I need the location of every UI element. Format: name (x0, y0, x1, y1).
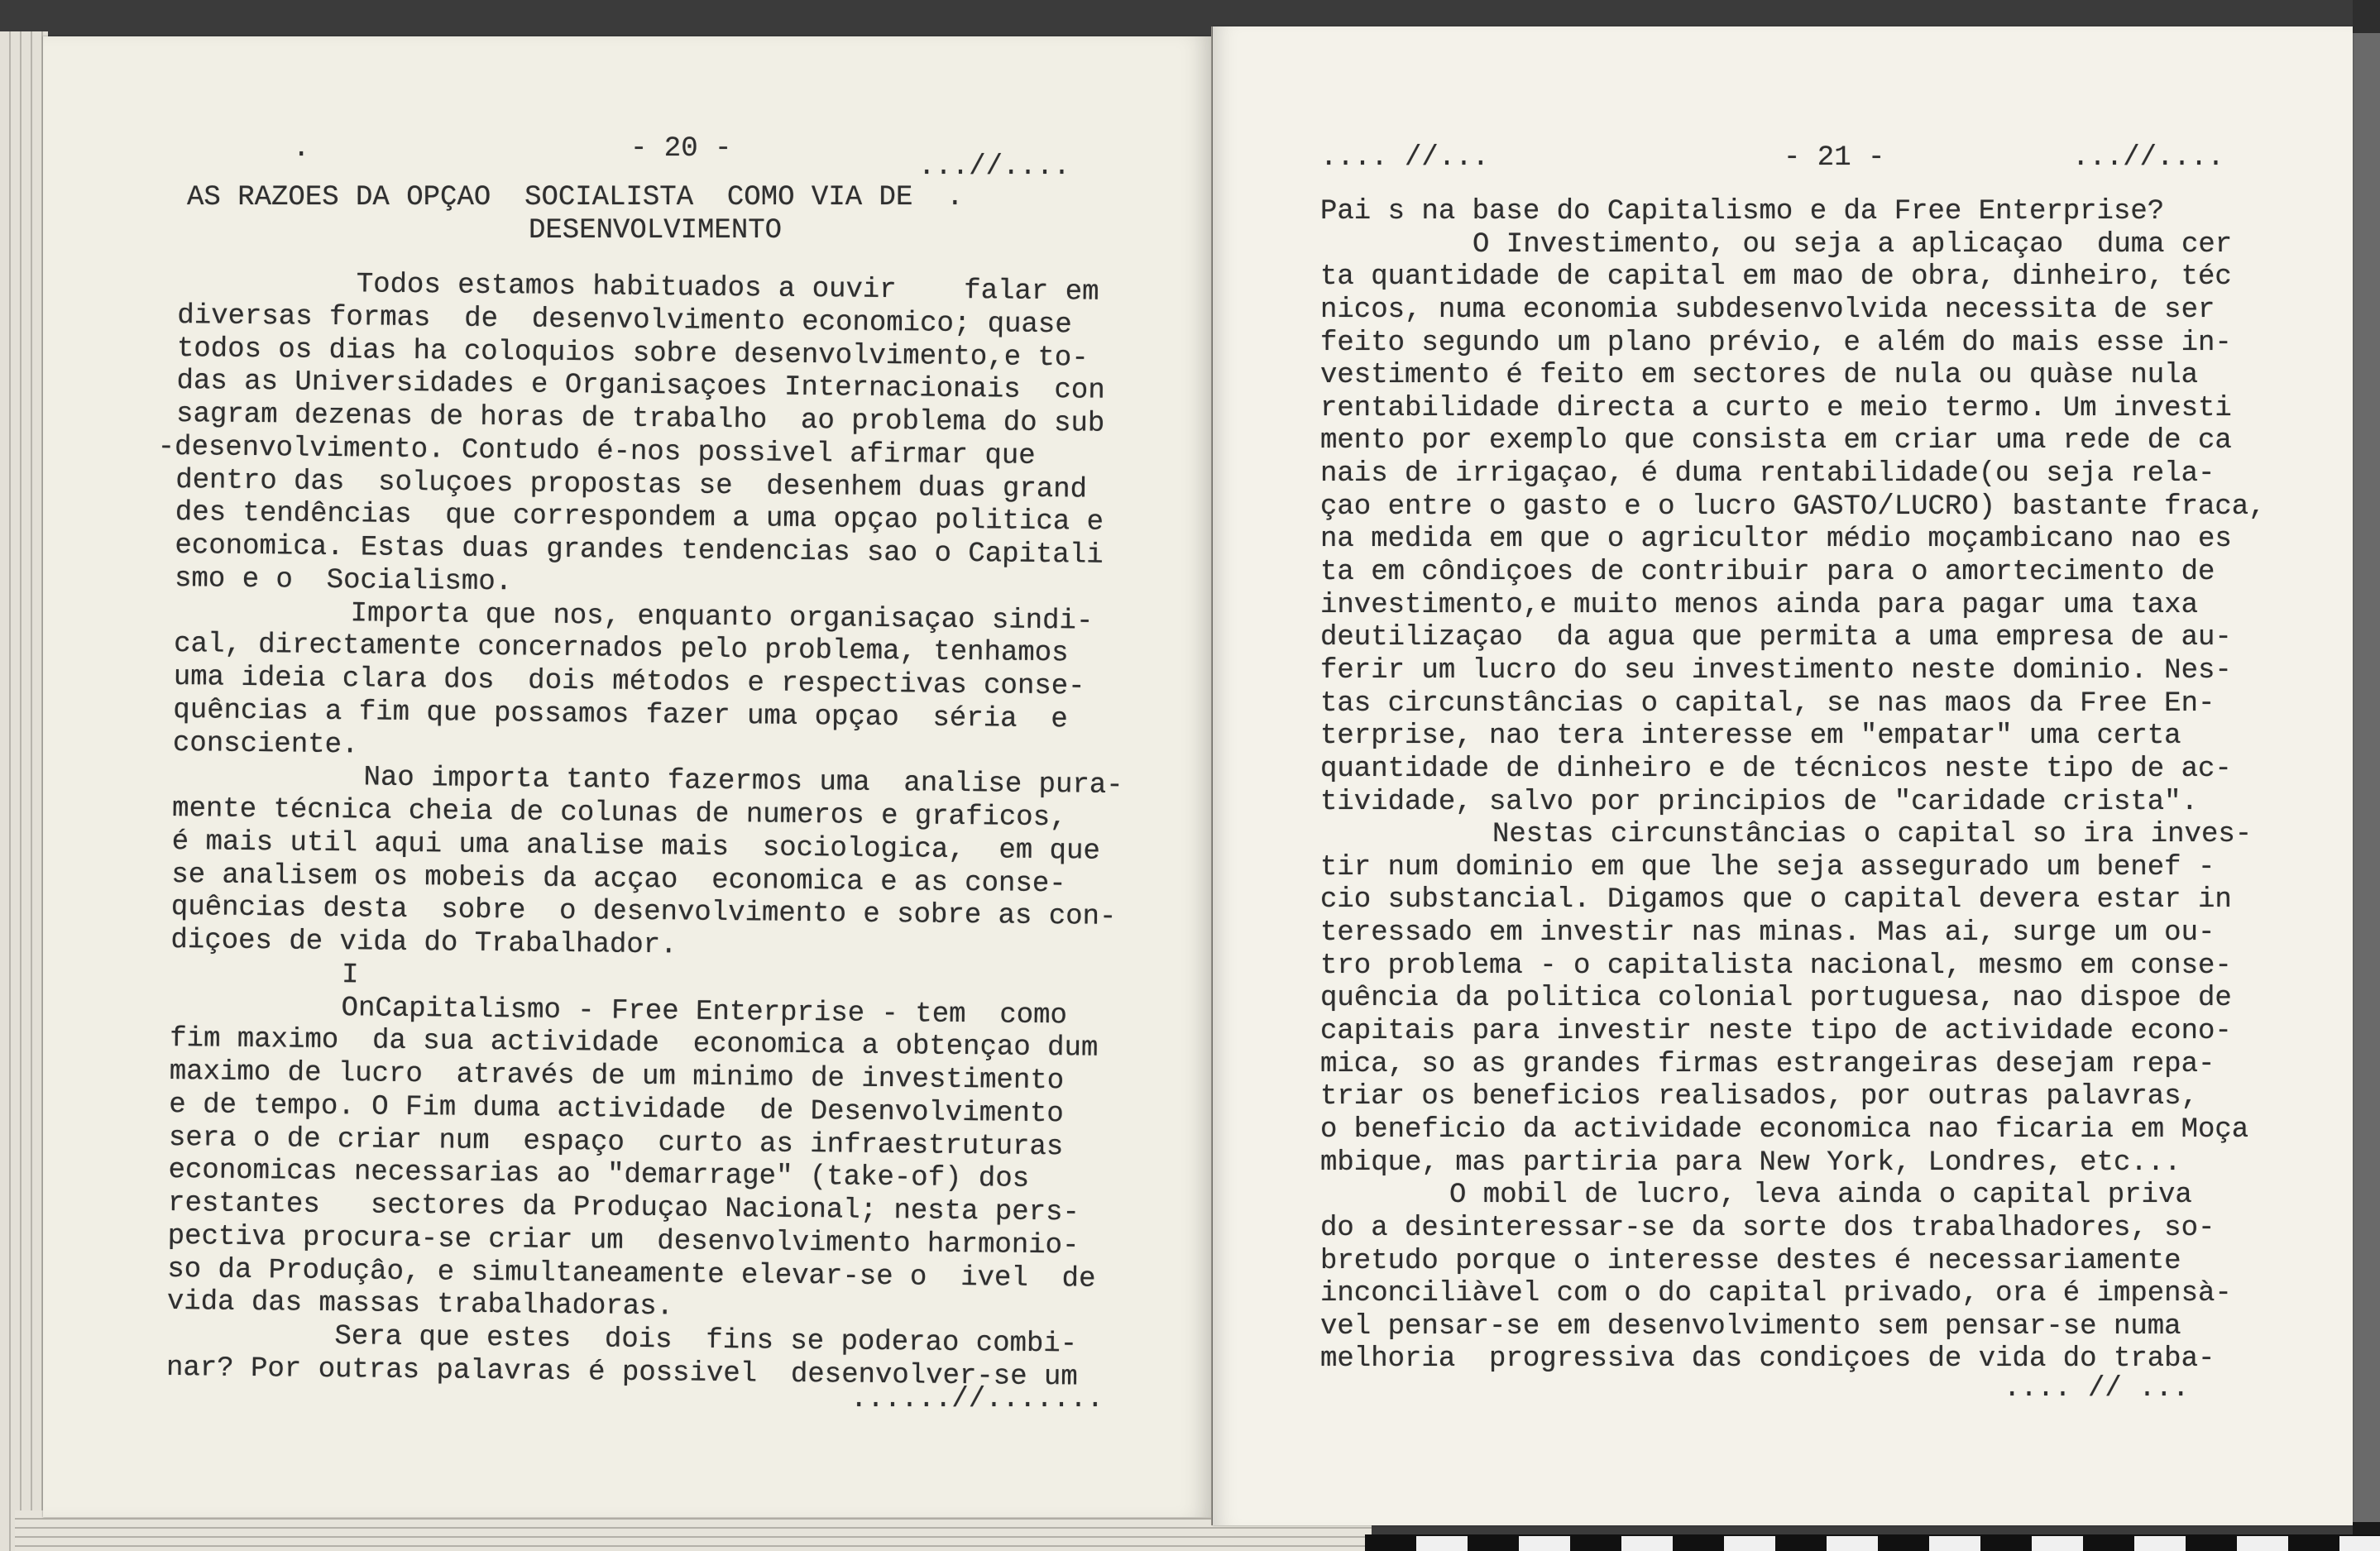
text-line: tir num dominio em que lhe seja assegurado um benef - (1320, 851, 2215, 883)
page-footer: .... // ... (2004, 1373, 2190, 1405)
text-line: nar? Por outras palavras é possivel desenvolver-se um (165, 1352, 1078, 1394)
text-line: tas circunstâncias o capital, se nas maos da Free En- (1320, 687, 2215, 720)
header-mark: . (293, 133, 310, 165)
text-line: quências a fim que possamos fazer uma opçao séria e (173, 694, 1068, 736)
continuation-mark: ...//.... (918, 151, 1070, 183)
text-line: é mais util aqui uma analise mais sociologica, em que (171, 826, 1101, 868)
left-page (43, 36, 1214, 1517)
text-line: O Investimento, ou seja a aplicaçao duma cer (1473, 228, 2233, 261)
right-page-body (1320, 196, 2266, 1376)
text-line: tividade, salvo por principios de "caridade crista". (1320, 786, 2198, 818)
scan-background-edge (2353, 0, 2380, 1551)
text-line: nais de irrigaçao, é duma rentabilidade(ou seja rela- (1320, 458, 2215, 491)
page-footer: ......//....... (850, 1384, 1104, 1415)
text-line: Importa que nos, enquanto organisaçao sindi- (350, 597, 1094, 638)
text-line: do a desinteressar-se da sorte dos trabalhadores, so- (1320, 1212, 2215, 1244)
text-line: fim maximo da sua actividade economica a obtençao dum (170, 1023, 1099, 1065)
text-line: diversas formas de desenvolvimento economico; quase (177, 299, 1072, 342)
text-line: das as Universidades e Organisaçoes Internacionais con (176, 366, 1105, 407)
text-line: des tendências que correspondem a uma opçao politica e (175, 497, 1104, 539)
page-number: - 20 - (630, 133, 732, 165)
text-line: terprise, nao tera interesse em "empatar" uma certa (1320, 720, 2181, 753)
text-line: deutilizaçao da agua que permita a uma empresa de au- (1320, 622, 2232, 654)
text-line: todos os dias ha coloquios sobre desenvolvimento,e to- (176, 333, 1089, 375)
text-line: diçoes de vida do Trabalhador. (170, 924, 678, 962)
section-numeral: I (341, 959, 359, 992)
text-line: vestimento é feito em sectores de nula ou quàse nula (1320, 360, 2198, 392)
text-line: ferir um lucro do seu investimento neste dominio. Nes- (1320, 654, 2232, 687)
text-line: Pai s na base do Capitalismo e da Free Enterprise? (1320, 196, 2165, 227)
text-line: vel pensar-se em desenvolvimento sem pensar-se numa (1320, 1310, 2181, 1343)
text-line: quência da politica colonial portuguesa, nao dispoe de (1320, 983, 2232, 1015)
text-line: teressado em investir nas minas. Mas ai, surge um ou- (1320, 917, 2215, 950)
text-line: inconciliàvel com o do capital privado, ora é impensà- (1320, 1278, 2232, 1310)
text-line: vida das massas trabalhadoras. (166, 1286, 674, 1324)
text-line: o beneficio da actividade economica nao ficaria em Moça (1320, 1113, 2249, 1146)
text-line: consciente. (172, 727, 359, 761)
text-line: ta quantidade de capital em mao de obra, dinheiro, téc (1320, 261, 2232, 294)
text-line: melhoria progressiva das condiçoes de vida do traba- (1320, 1343, 2215, 1376)
right-page (1213, 26, 2353, 1525)
text-line: uma ideia clara dos dois métodos e respectivas conse- (173, 661, 1085, 703)
text-line: feito segundo um plano prévio, e além do mais esse in- (1320, 327, 2232, 359)
text-line: economica. Estas duas grandes tendencias sao o Capitali (175, 529, 1104, 572)
text-line: rentabilidade directa a curto e meio termo. Um investi (1320, 392, 2232, 424)
text-line: na medida em que o agricultor médio moçambicano nao es (1320, 524, 2232, 556)
text-line: maximo de lucro através de um minimo de investimento (169, 1056, 1065, 1098)
text-line: Sera que estes dois fins se poderao combi- (334, 1321, 1078, 1361)
text-line: nicos, numa economia subdesenvolvida necessita de ser (1320, 294, 2215, 326)
text-line: O mobil de lucro, leva ainda o capital priva (1449, 1180, 2192, 1212)
text-line: dentro das soluçoes propostas se desenhem duas grand (175, 464, 1088, 506)
text-line: smo e o Socialismo. (174, 562, 513, 599)
text-line: çao entre o gasto e o lucro GASTO/LUCRO) bastante fraca, (1320, 491, 2266, 523)
text-line: cio substancial. Digamos que o capital devera estar in (1320, 884, 2232, 917)
document-title-line-2: DESENVOLVIMENTO (529, 215, 783, 247)
page-number: - 21 - (1784, 142, 1885, 174)
text-line: triar os beneficios realisados, por outras palavras, (1320, 1081, 2198, 1113)
continuation-mark: .... //... (1320, 142, 1490, 174)
text-line: bretudo porque o interesse destes é necessariamente (1320, 1245, 2181, 1277)
text-line: OnCapitalismo - Free Enterprise - tem como (341, 992, 1068, 1032)
text-line: economicas necessarias ao "demarrage" (take-of) dos (168, 1155, 1030, 1196)
text-line: restantes sectores da Produçao Nacional; nesta pers- (167, 1187, 1080, 1229)
text-line: capitais para investir neste tipo de actividade econo- (1320, 1016, 2232, 1048)
scale-ruler (1365, 1534, 2380, 1551)
text-line: cal, directamente concernados pelo problema, tenhamos (174, 629, 1069, 670)
text-line: ta em côndiçoes de contribuir para o amortecimento de (1320, 557, 2215, 589)
text-line: sagram dezenas de horas de trabalho ao problema do sub (175, 398, 1105, 440)
continuation-mark: ...//.... (2072, 142, 2224, 174)
text-line: se analisem os mobeis da acçao economica e as conse- (171, 859, 1066, 900)
text-line: -desenvolvimento. Contudo é-nos possivel afirmar que (157, 431, 1036, 472)
text-line: tro problema - o capitalista nacional, mesmo em conse- (1320, 950, 2232, 982)
text-line: mento por exemplo que consista em criar uma rede de ca (1320, 425, 2232, 457)
text-line: quantidade de dinheiro e de técnicos neste tipo de ac- (1320, 753, 2232, 785)
text-line: Nao importa tanto fazermos uma analise pura- (363, 762, 1123, 802)
document-title-line-1: AS RAZOES DA OPÇAO SOCIALISTA COMO VIA DE . (187, 182, 964, 213)
text-line: pectiva procura-se criar um desenvolvimento harmonio- (167, 1220, 1080, 1262)
text-line: Todos estamos habituados a ouvir falar em (356, 269, 1099, 309)
text-line: investimento,e muito menos ainda para pagar uma taxa (1320, 589, 2198, 621)
text-line: Nestas circunstâncias o capital so ira inves- (1492, 819, 2253, 851)
stacked-page-edges-left (0, 31, 48, 1551)
text-line: e de tempo. O Fim duma actividade de Desenvolvimento (169, 1089, 1064, 1131)
left-page-body (157, 267, 1128, 1395)
text-line: mente técnica cheia de colunas de numeros e graficos, (171, 792, 1067, 835)
text-line: sera o de criar num espaço curto as infraestruturas (168, 1122, 1064, 1163)
text-line: so da Produçâo, e simultaneamente elevar-se o ivel de (167, 1253, 1096, 1295)
text-line: mbique, mas partiria para New York, Londres, etc... (1320, 1146, 2181, 1179)
text-line: quências desta sobre o desenvolvimento e sobre as con- (170, 892, 1117, 934)
text-line: mica, so as grandes firmas estrangeiras desejam repa- (1320, 1048, 2215, 1080)
